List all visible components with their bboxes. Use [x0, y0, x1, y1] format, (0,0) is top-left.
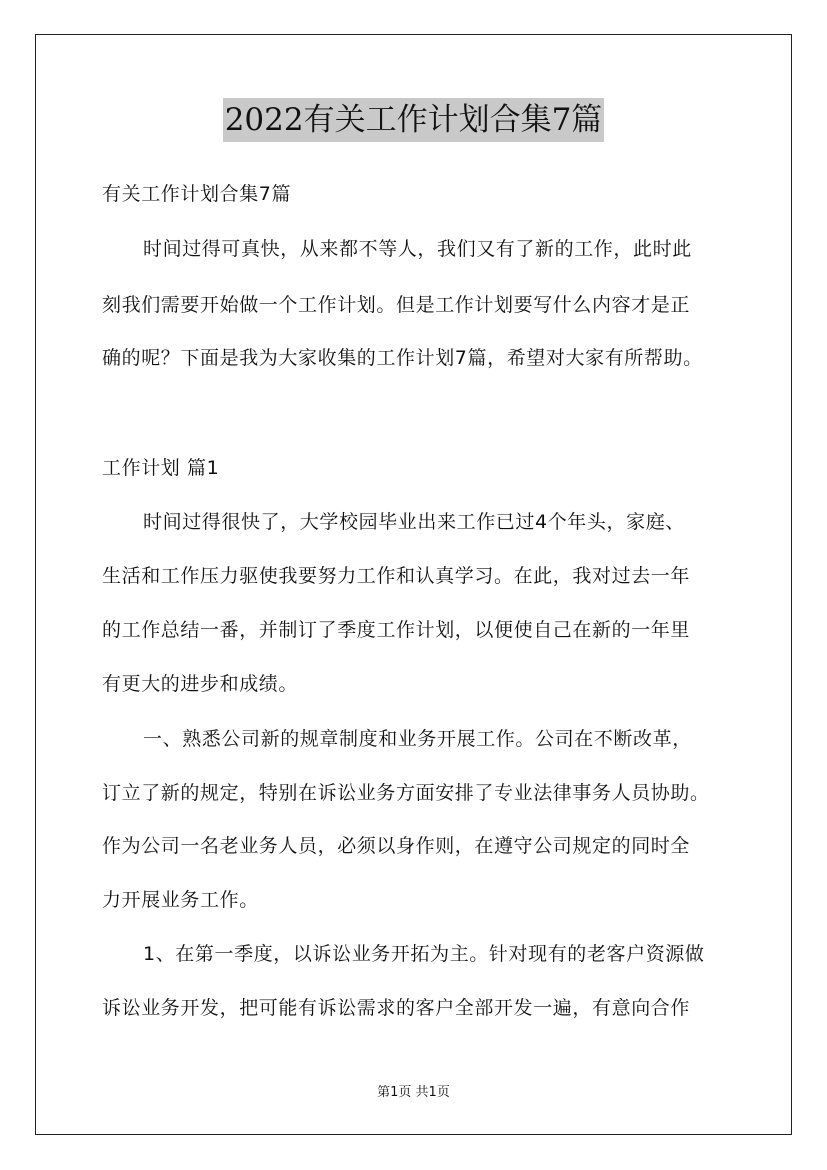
intro-line-1: 时间过得可真快，从来都不等人，我们又有了新的工作，此时此 [143, 238, 692, 260]
page-footer: 第1页 共1页 [377, 1085, 450, 1100]
paragraph1-line-4: 有更大的进步和成绩。 [102, 673, 299, 695]
paragraph3-line-2: 诉讼业务开发，把可能有诉讼需求的客户全部开发一遍，有意向合作 [102, 997, 691, 1019]
intro-line-3: 确的呢？下面是我为大家收集的工作计划7篇，希望对大家有所帮助。 [102, 347, 703, 369]
paragraph1-line-2: 生活和工作压力驱使我要努力工作和认真学习。在此，我对过去一年 [102, 565, 691, 587]
paragraph2-line-3: 作为公司一名老业务人员，必须以身作则，在遵守公司规定的同时全 [102, 835, 691, 857]
paragraph2-line-1: 一、熟悉公司新的规章制度和业务开展工作。公司在不断改革， [143, 728, 692, 750]
document-subtitle: 有关工作计划合集7篇 [102, 183, 292, 205]
document-title [0, 98, 827, 142]
paragraph1-line-3: 的工作总结一番，并制订了季度工作计划，以便使自己在新的一年里 [102, 619, 691, 641]
paragraph2-line-2: 订立了新的规定，特别在诉讼业务方面安排了专业法律事务人员协助。 [102, 782, 710, 804]
intro-line-2: 刻我们需要开始做一个工作计划。但是工作计划要写什么内容才是正 [102, 294, 691, 316]
paragraph1-line-1: 时间过得很快了，大学校园毕业出来工作已过4个年头，家庭、 [143, 511, 685, 533]
document-title-text: 2022有关工作计划合集7篇 [223, 98, 605, 142]
section-heading: 工作计划 篇1 [102, 457, 220, 479]
paragraph2-line-4: 力开展业务工作。 [102, 889, 259, 911]
paragraph3-line-1: 1、在第一季度，以诉讼业务开拓为主。针对现有的老客户资源做 [143, 943, 705, 965]
